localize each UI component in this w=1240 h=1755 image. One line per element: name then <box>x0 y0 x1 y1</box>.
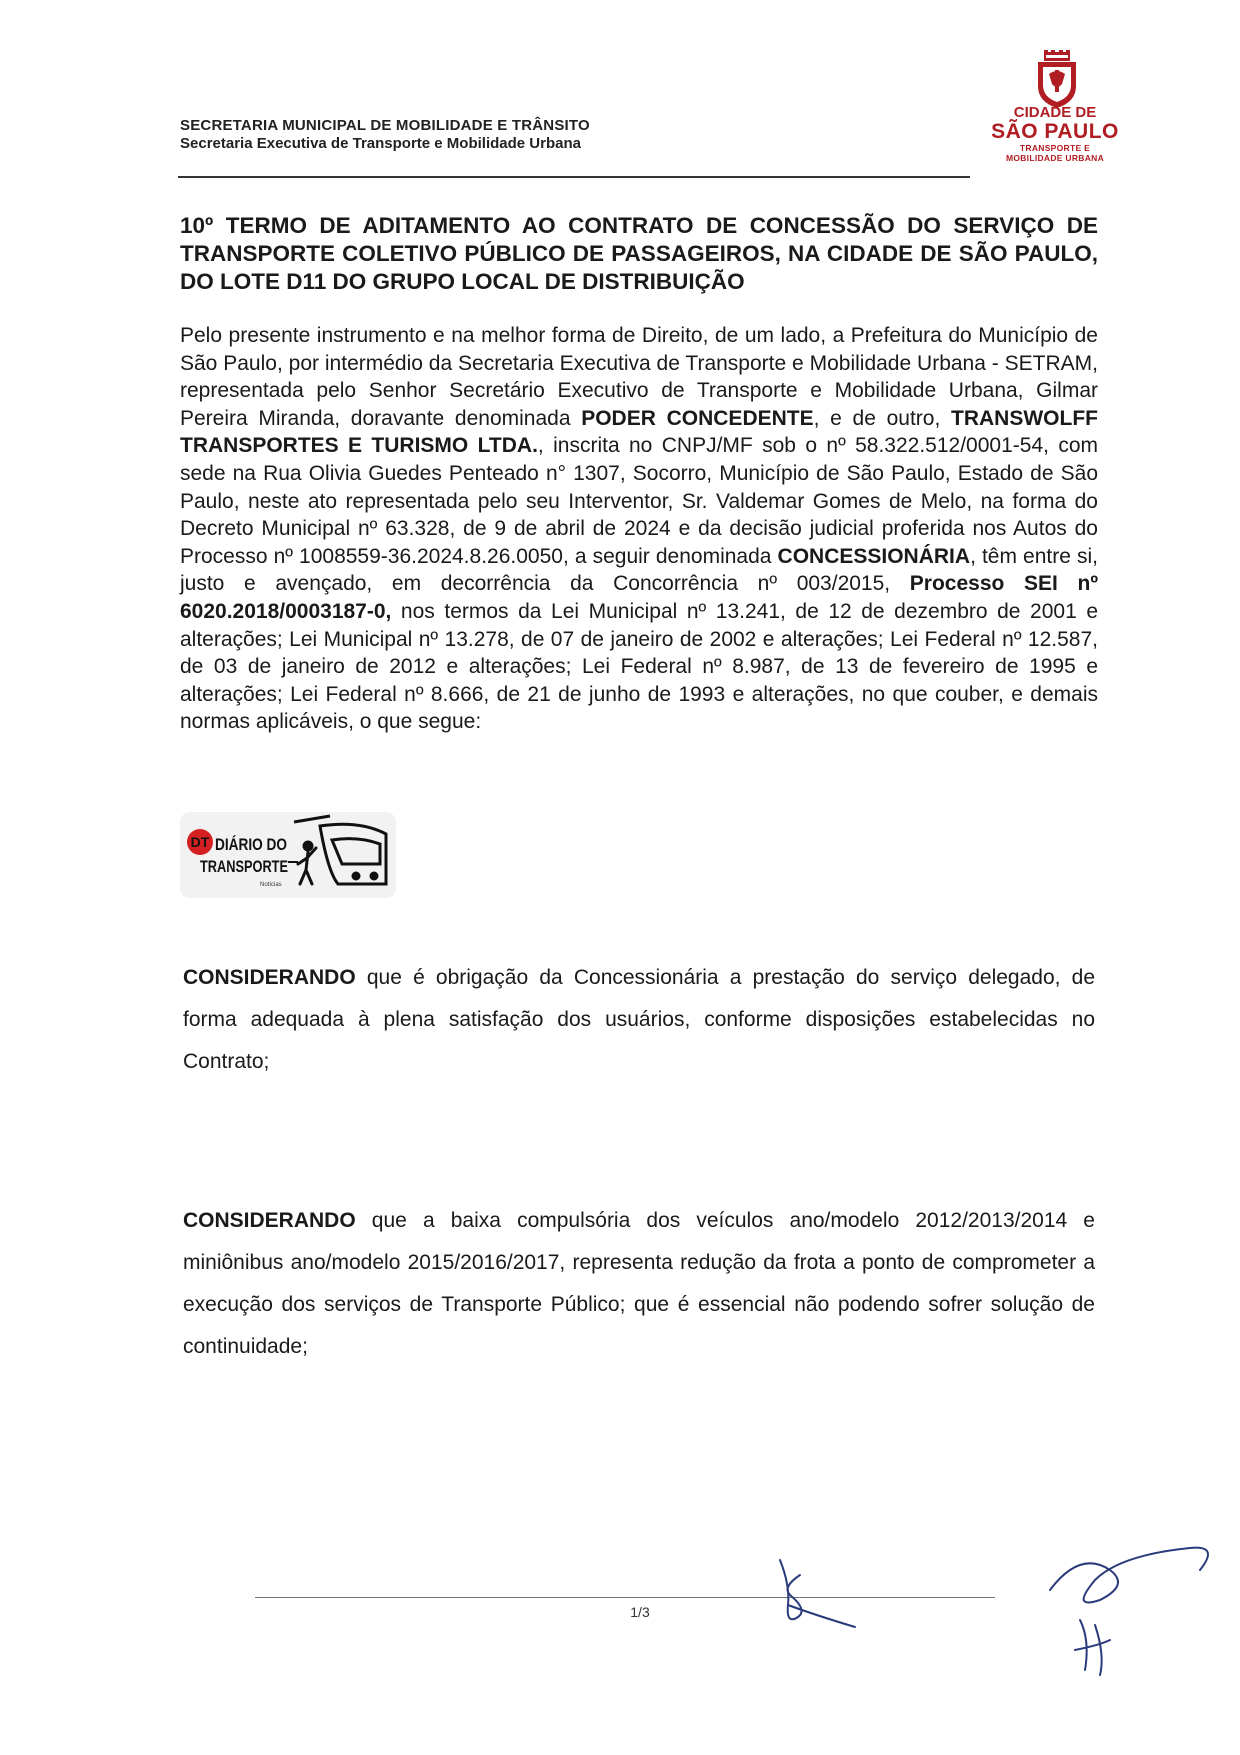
intro-text-3: , inscrita no CNPJ/MF sob o nº 58.322.512/0001-54, com sede na Rua Olivia Guedes Penteado n° 1307, Socorro, Município de São Paulo, Estado de São Paulo, neste ato representada pelo seu Interventor, Sr. Valdemar Gomes de Melo, na forma do Decreto Municipal nº 63.328, de 9 de abril de 2024 e da decisão judicial proferida nos Autos do Processo nº 1008559-36.2024.8.26.0050, a seguir denominada <box>180 434 1099 568</box>
considerando-1-text: que é obrigação da Concessionária a prestação do serviço delegado, de forma adequada à plena satisfação dos usuários, conforme disposições estabelecidas no Contrato; <box>183 966 1095 1073</box>
process-sei-number: Processo SEI nº 6020.2018/0003187-0, <box>180 572 1098 623</box>
header-block <box>180 117 590 153</box>
poder-concedente-label: PODER CONCEDENTE <box>581 406 814 430</box>
intro-paragraph <box>180 322 1098 736</box>
header-divider <box>178 176 970 178</box>
considerando-paragraph-1 <box>183 957 1095 1083</box>
header-executive: Secretaria Executiva de Transporte e Mobilidade Urbana <box>180 135 581 152</box>
company-name: TRANSWOLFF TRANSPORTES E TURISMO LTDA. <box>180 406 1098 458</box>
city-logo-line4: MOBILIDADE URBANA <box>1005 153 1105 163</box>
footer-divider <box>255 1597 995 1598</box>
watermark-small: Notícias <box>260 882 282 888</box>
city-logo-line3: TRANSPORTE E <box>1019 143 1091 153</box>
diario-do-transporte-logo <box>180 812 396 898</box>
city-logo-line2: SÃO PAULO <box>991 120 1119 143</box>
city-logo-line1: CIDADE DE <box>1013 104 1097 121</box>
considerando-1-lead: CONSIDERANDO <box>183 966 356 989</box>
considerando-paragraph-2 <box>183 1200 1095 1368</box>
watermark-line1: DIÁRIO DO <box>215 835 287 854</box>
header-secretariat: SECRETARIA MUNICIPAL DE MOBILIDADE E TRÂNSITO <box>180 117 590 134</box>
city-coat-of-arms-icon <box>1032 50 1082 110</box>
intro-text-4: , têm entre si, justo e avençado, em decorrência da Concorrência nº 003/2015, <box>180 544 1098 596</box>
intro-text-5: nos termos da Lei Municipal nº 13.241, de 12 de dezembro de 2001 e alterações; Lei Municipal nº 13.278, de 07 de janeiro de 2002 e alterações; Lei Federal nº 12.587, de 03 de janeiro de 2012 e alterações; Lei Federal nº 8.987, de 13 de fevereiro de 1995 e alterações; Lei Federal nº 8.666, de 21 de junho de 1993 e alterações, no que couber, e demais normas aplicáveis, o que segue: <box>180 599 1098 734</box>
watermark-line2: TRANSPORTE <box>200 857 288 876</box>
page-number: 1/3 <box>630 1604 650 1620</box>
intro-text-1: Pelo presente instrumento e na melhor forma de Direito, de um lado, a Prefeitura do Município de São Paulo, por intermédio da Secretaria Executiva de Transporte e Mobilidade Urbana - SETRAM, representada pelo Senhor Secretário Executivo de Transporte e Mobilidade Urbana, Gilmar Pereira Miranda, doravante denominada <box>180 324 1098 430</box>
dt-badge-text: DT <box>190 834 210 850</box>
concessionaria-label: CONCESSIONÁRIA <box>777 544 971 568</box>
initials-signature-2 <box>1040 1530 1220 1680</box>
initials-signature-1 <box>760 1555 860 1635</box>
document-title: 10º TERMO DE ADITAMENTO AO CONTRATO DE CONCESSÃO DO SERVIÇO DE TRANSPORTE COLETIVO PÚBLICO DE PASSAGEIROS, NA CIDADE DE SÃO PAULO, DO LOTE D11 DO GRUPO LOCAL DE DISTRIBUIÇÃO <box>180 213 1098 294</box>
city-logo <box>975 105 1135 163</box>
considerando-2-lead: CONSIDERANDO <box>183 1209 356 1232</box>
considerando-2-text: que a baixa compulsória dos veículos ano/modelo 2012/2013/2014 e miniônibus ano/modelo 2015/2016/2017, representa redução da frota a ponto de comprometer a execução dos serviços de Transporte Público; que é essencial não podendo sofrer solução de continuidade; <box>183 1209 1095 1358</box>
intro-text-2: , e de outro, <box>813 406 952 430</box>
